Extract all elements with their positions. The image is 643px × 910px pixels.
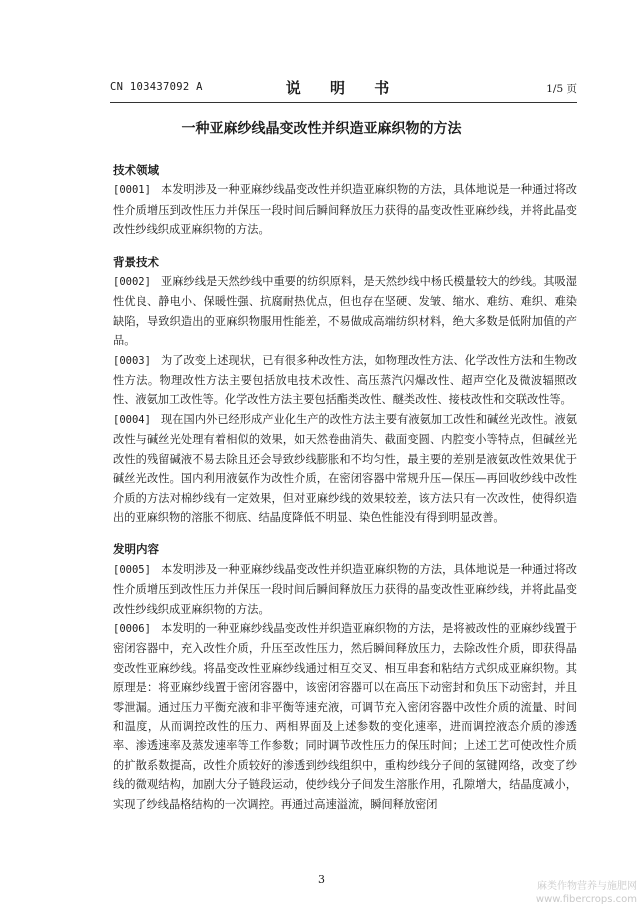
paragraph	[113, 560, 577, 619]
paragraph-text: 为了改变上述现状，已有很多种改性方法，如物理改性方法、化学改性方法和生物改性方法。物理改性方法主要包括放电技术改性、高压蒸汽闪爆改性、超声空化及微波辐照改性、液氨加工改性等。化学改性方法主要包括酯类改性、醚类改性、接枝改性和交联改性等。	[113, 353, 577, 407]
page-number: 3	[318, 873, 325, 886]
paragraph	[113, 351, 577, 410]
paragraph-number: [0001]	[113, 184, 151, 197]
paragraph	[113, 180, 577, 239]
paragraph-text: 本发明涉及一种亚麻纱线晶变改性并织造亚麻织物的方法，具体地说是一种通过将改性介质增压到改性压力并保压一段时间后瞬间释放压力获得的晶变改性亚麻纱线，并将此晶变改性纱线织成亚麻织物的方法。	[113, 562, 577, 616]
document-type-label: 说 明 书	[285, 79, 402, 97]
paragraph-number: [0003]	[113, 354, 151, 367]
paragraph-text: 亚麻纱线是天然纱线中重要的纺织原料，是天然纱线中杨氏模量较大的纱线。其吸湿性优良、静电小、保暖性强、抗腐耐热优点，但也存在坚硬、发皱、缩水、难纺、难织、难染缺陷，导致织造出的亚麻织物服用性能差，不易做成高端纺织材料，绝大多数是低附加值的产品。	[113, 275, 577, 348]
paragraph-number: [0002]	[113, 276, 151, 289]
section-heading-summary: 发明内容	[113, 542, 159, 557]
section-heading-background: 背景技术	[113, 254, 159, 269]
paragraph-number: [0005]	[113, 563, 151, 576]
paragraph	[113, 272, 577, 351]
paragraph-number: [0004]	[113, 413, 151, 426]
paragraph-text: 本发明的一种亚麻纱线晶变改性并织造亚麻织物的方法，是将被改性的亚麻纱线置于密闭容器中，充入改性介质，升压至改性压力，然后瞬间释放压力，去除改性介质，即获得晶变改性亚麻纱线。将晶变改性亚麻纱线通过相互交叉、相互串套和粘结方式织成亚麻织物。其原理是：将亚麻纱线置于密闭容器中，该密闭容器可以在高压下动密封和负压下动密封，并且零泄漏。通过压力平衡充液和非平衡等速充液，可调节充入密闭容器中改性介质的流量、时间和温度，从而调控改性的压力、两相界面及上述参数的变化速率，进而调控液态介质的渗透率、渗透速率及蒸发速率等工作参数；同时调节改性压力的保压时间；上述工艺可使改性介质的扩散系数提高，改性介质较好的渗透到纱线组织中，重构纱线分子间的氢键网络，改变了纱线的微观结构，加剧大分子链段运动，使纱线分子间发生溶胀作用，孔隙增大，结晶度减小，实现了纱线晶格结构的一次调控。再通过高速溢流，瞬间释放密闭	[113, 621, 577, 811]
paragraph-text: 本发明涉及一种亚麻纱线晶变改性并织造亚麻织物的方法，具体地说是一种通过将改性介质增压到改性压力并保压一段时间后瞬间释放压力获得的晶变改性亚麻纱线，并将此晶变改性纱线织成亚麻织物的方法。	[113, 183, 577, 237]
watermark	[509, 880, 637, 906]
paragraph	[113, 619, 577, 814]
watermark-line-2: www.fibercrops.com	[535, 894, 637, 905]
document-header	[110, 77, 577, 99]
paragraph-number: [0006]	[113, 622, 151, 635]
section-heading-technical-field: 技术领域	[113, 163, 159, 177]
header-divider	[110, 102, 577, 103]
document-body	[113, 161, 577, 814]
paragraph	[113, 410, 577, 527]
paragraph-text: 现在国内外已经形成产业化生产的改性方法主要有液氨加工改性和碱丝光改性。液氨改性与碱丝光处理有着相似的效果，如天然卷曲消失、截面变圆、内腔变小等特点，但碱丝光改性的残留碱液不易去除且还会导致纱线膨胀和不均匀性，最主要的差别是液氨改性效果优于碱丝光改性。国内利用液氨作为改性介质，在密闭容器中常规升压—保压—再回收纱线中改性介质的方法对棉纱线有一定效果，但对亚麻纱线的效果较差，该方法只有一次改性，使得织造出的亚麻织物的溶胀不彻底、结晶度降低不明显、染色性能没有得到明显改善。	[113, 412, 577, 524]
patent-number: CN 103437092 A	[110, 81, 203, 93]
page-indicator: 1/5 页	[546, 83, 577, 95]
watermark-line-1: 麻类作物营养与施肥网	[537, 881, 637, 892]
document-title: 一种亚麻纱线晶变改性并织造亚麻织物的方法	[181, 121, 462, 137]
